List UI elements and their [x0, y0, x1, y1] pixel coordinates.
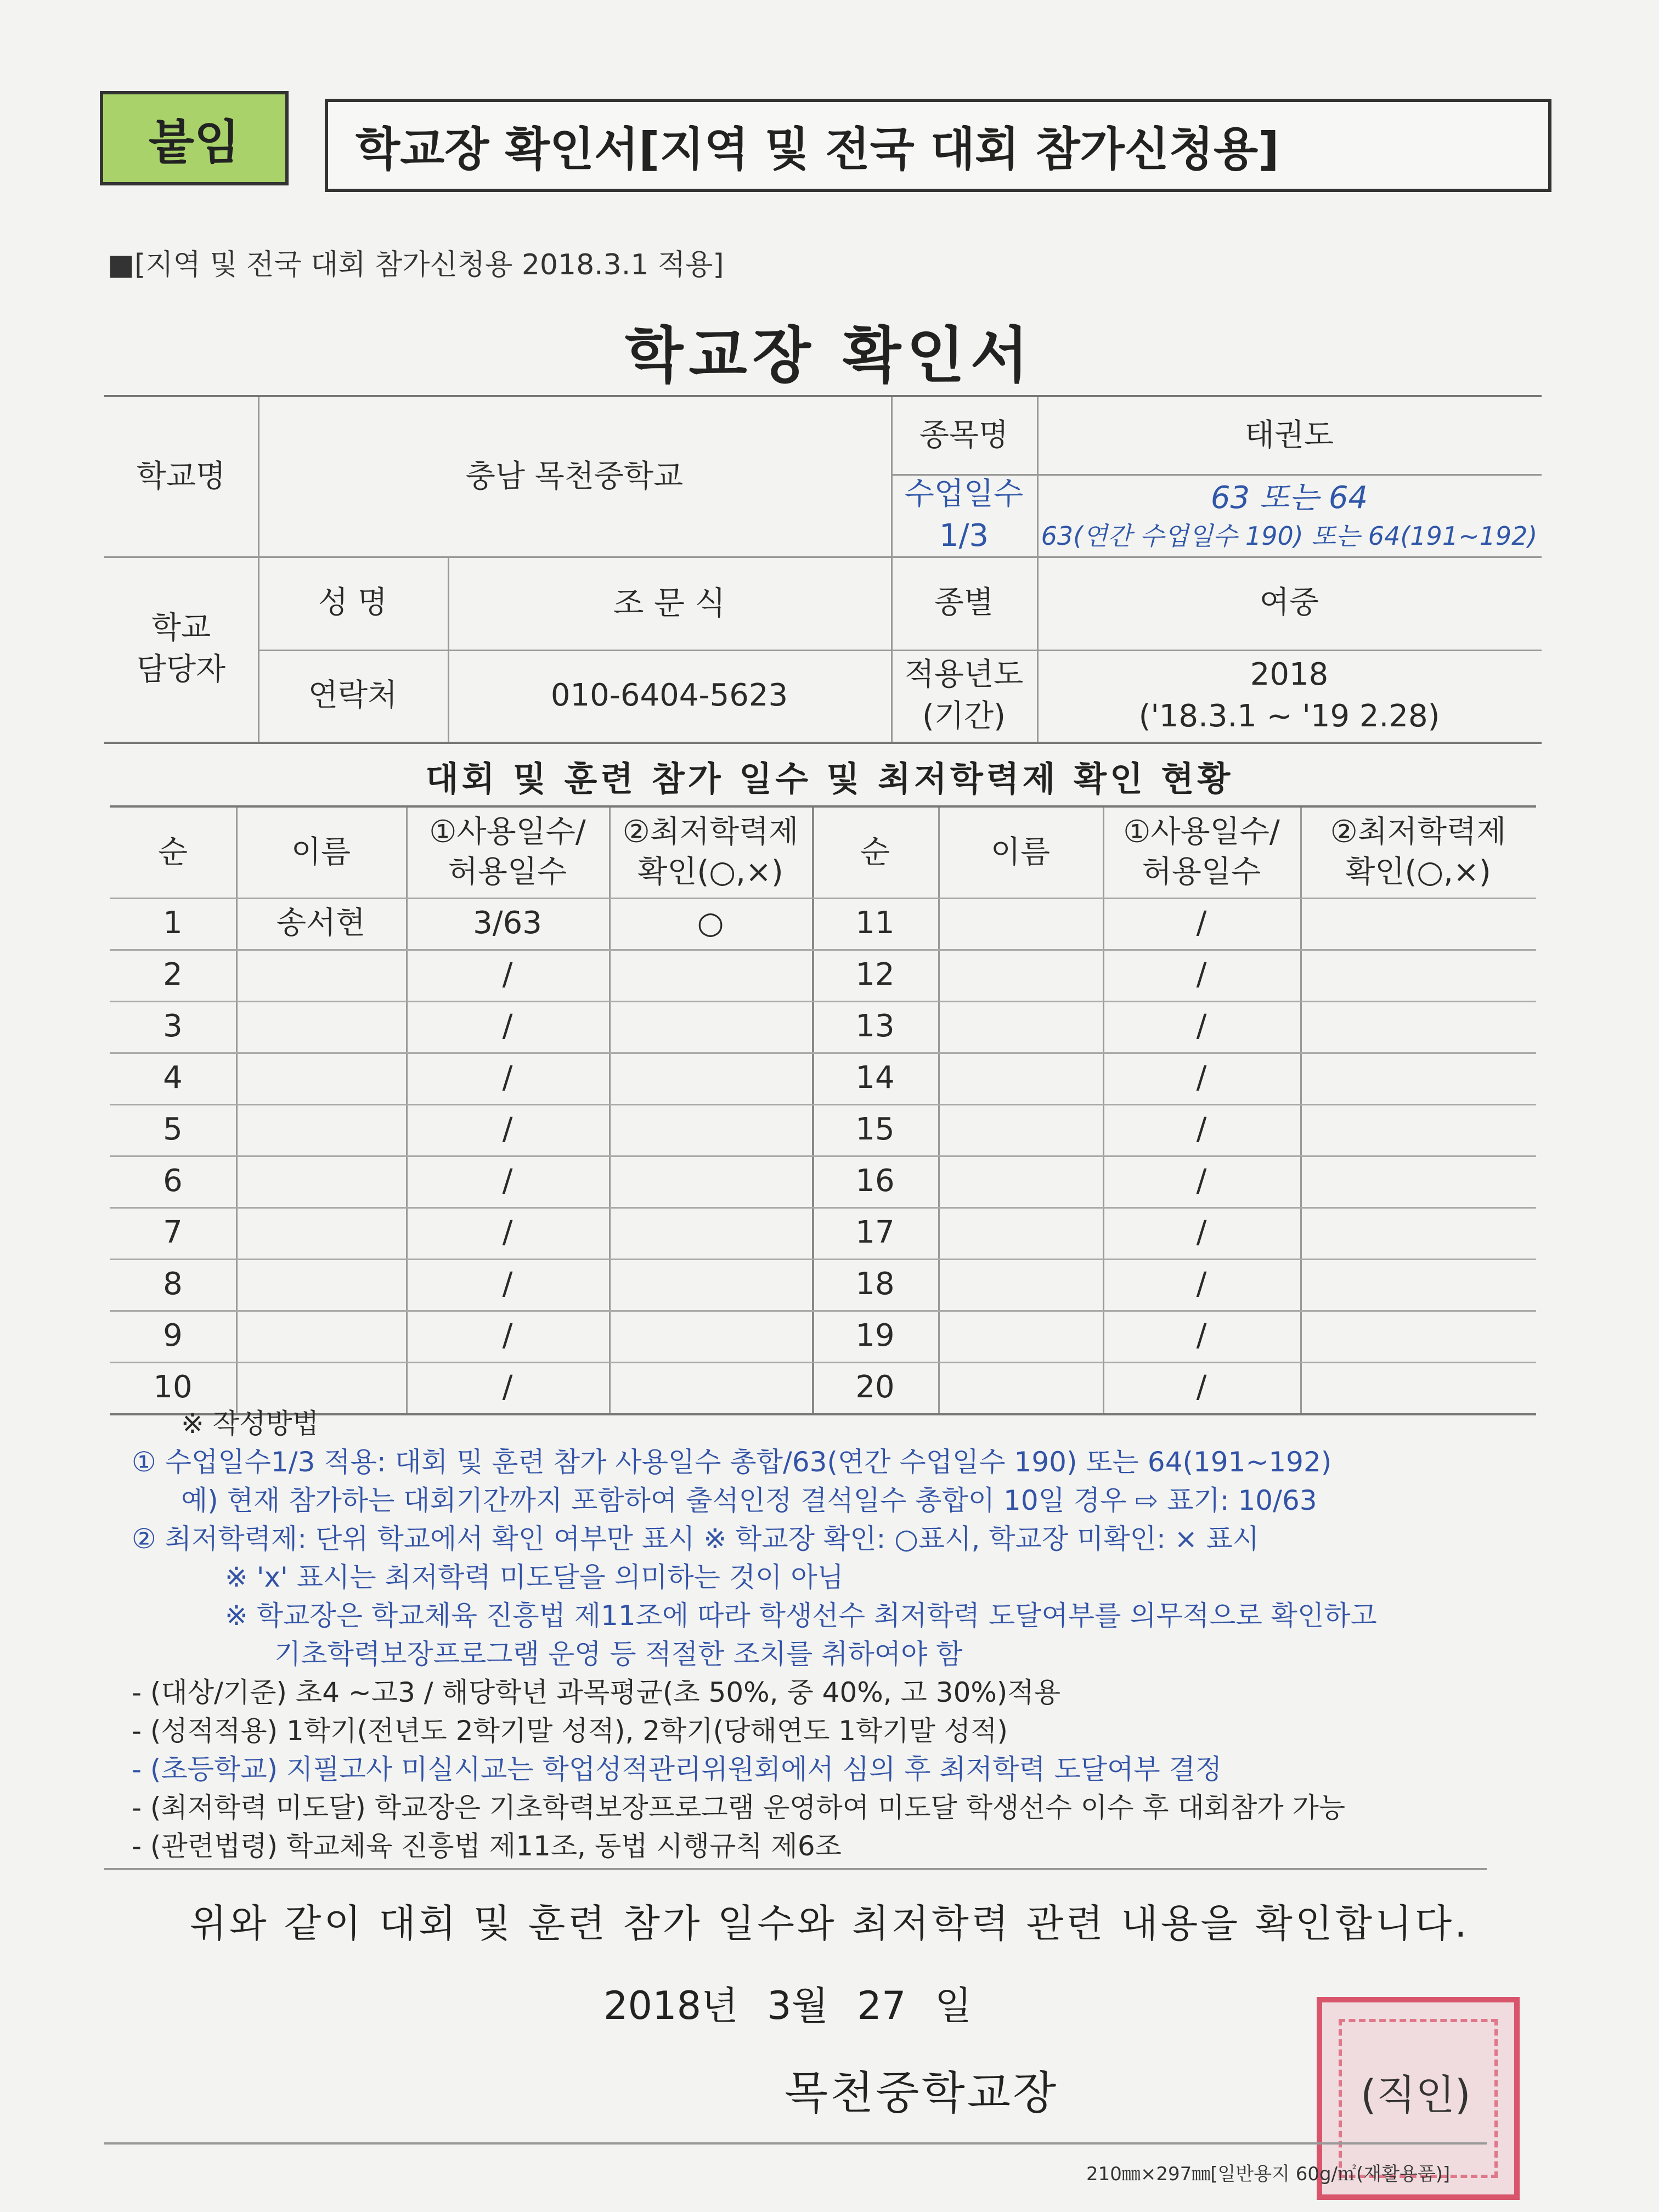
roster-cell-name	[938, 1259, 1103, 1310]
roster-cell-name	[938, 1001, 1103, 1052]
year-value-line2: ('18.3.1 ~ '19 2.28)	[1138, 698, 1440, 734]
column-header-line: 허용일수	[448, 854, 567, 890]
principal-title: 목천중학교장	[785, 2067, 1059, 2119]
roster-cell-name: 송서현	[276, 905, 366, 941]
roster-cell-no: 11	[855, 905, 895, 941]
roster-cell-no: 9	[163, 1317, 183, 1353]
column-header-days	[406, 808, 609, 898]
column-header-no: 순	[157, 834, 188, 870]
roster-cell-check	[609, 949, 812, 1001]
roster-cell-name	[938, 898, 1103, 949]
column-header-check	[609, 808, 812, 898]
roster-cell-name	[236, 1001, 406, 1052]
roster-cell-days: /	[1196, 1111, 1207, 1147]
manager-label-line2: 담당자	[136, 652, 226, 687]
roster-cell-check	[1300, 1207, 1536, 1259]
instructions	[132, 1404, 1569, 1865]
attachment-tag: 붙임	[100, 91, 289, 185]
column-header-line: ①사용일수/	[429, 814, 586, 850]
page-title: 학교장 확인서	[625, 320, 1034, 391]
roster-cell-days: 3/63	[473, 905, 542, 941]
roster-cell-name	[236, 1207, 406, 1259]
roster-cell-check	[609, 1155, 812, 1207]
roster-cell-no: 6	[163, 1163, 183, 1199]
name-value: 조 문 식	[613, 584, 726, 622]
roster-cell-no: 7	[163, 1214, 183, 1250]
class-days-label-line1: 수업일수	[904, 476, 1024, 512]
roster-cell-no: 3	[163, 1008, 183, 1044]
roster-cell-days: /	[1196, 1369, 1207, 1405]
column-header-check	[1300, 808, 1536, 898]
roster-table	[110, 805, 1536, 1415]
roster-cell-check	[609, 1104, 812, 1155]
date: 2018년 3월 27 일	[603, 1983, 972, 2028]
roster-cell-name	[938, 1104, 1103, 1155]
roster-cell-days: /	[1196, 1163, 1207, 1199]
roster-cell-days: /	[502, 1008, 513, 1044]
roster-cell-name	[236, 949, 406, 1001]
roster-cell-days: /	[1196, 956, 1207, 992]
category-value: 여중	[1259, 585, 1319, 621]
roster-cell-check	[1300, 949, 1536, 1001]
roster-cell-no: 19	[855, 1317, 895, 1353]
roster-cell-no: 12	[855, 956, 895, 992]
roster-cell-no: 8	[163, 1266, 183, 1302]
note-line: ※ 'x' 표시는 최저학력 미도달을 의미하는 것이 아님	[225, 1561, 844, 1593]
roster-cell-name	[236, 1310, 406, 1362]
note-line: 예) 현재 참가하는 대회기간까지 포함하여 출석인정 결석일수 총합이 10일 경우 ⇨ 표기: 10/63	[181, 1485, 1317, 1516]
roster-cell-name	[938, 1310, 1103, 1362]
school-value: 충남 목천중학교	[465, 459, 684, 495]
roster-cell-no: 16	[855, 1163, 895, 1199]
roster-cell-no: 2	[163, 956, 183, 992]
roster-cell-days: /	[502, 1214, 513, 1250]
roster-cell-check	[609, 1310, 812, 1362]
year-value	[1037, 650, 1542, 742]
event-value: 태권도	[1244, 417, 1334, 454]
roster-cell-days: /	[1196, 905, 1207, 941]
class-days-value-line1: 63 또는 64	[1210, 480, 1368, 516]
roster-cell-days: /	[502, 956, 513, 992]
divider	[104, 2142, 1487, 2145]
class-days-label-line2: 1/3	[939, 518, 989, 554]
roster-cell-days: /	[1196, 1059, 1207, 1096]
roster-cell-days: /	[502, 1111, 513, 1147]
year-value-line1: 2018	[1250, 657, 1329, 693]
roster-cell-no: 20	[855, 1369, 895, 1405]
roster-cell-name	[938, 1207, 1103, 1259]
column-header-line: ②최저학력제	[1330, 814, 1506, 850]
roster-cell-check	[1300, 1104, 1536, 1155]
note-line: ① 수업일수1/3 적용: 대회 및 훈련 참가 사용일수 총합/63(연간 수업일수 190) 또는 64(191~192)	[132, 1446, 1332, 1478]
category-label: 종별	[934, 585, 994, 621]
paper-spec-note: 210㎜×297㎜[일반용지 60g/㎡(재활용품)]	[1086, 2163, 1451, 2185]
notes-heading: ※ 작성방법	[181, 1408, 319, 1440]
column-header-line: 확인(○,×)	[637, 854, 783, 890]
roster-cell-no: 13	[855, 1008, 895, 1044]
note-line: ② 최저학력제: 단위 학교에서 확인 여부만 표시 ※ 학교장 확인: ○표시, 학교장 미확인: × 표시	[132, 1523, 1260, 1555]
event-label: 종목명	[919, 417, 1009, 454]
note-line: - (관련법령) 학교체육 진흥법 제11조, 동법 시행규칙 제6조	[132, 1830, 842, 1862]
roster-cell-days: /	[1196, 1008, 1207, 1044]
roster-cell-check	[609, 1052, 812, 1104]
roster-cell-name	[236, 1259, 406, 1310]
roster-cell-no: 17	[855, 1214, 895, 1250]
roster-cell-no: 4	[163, 1059, 183, 1096]
roster-cell-no: 1	[163, 905, 183, 941]
contact-label: 연락처	[308, 678, 398, 714]
roster-cell-check	[1300, 898, 1536, 949]
roster-cell-check	[1300, 1259, 1536, 1310]
section-title: 대회 및 훈련 참가 일수 및 최저학력제 확인 현황	[425, 759, 1234, 799]
roster-cell-no: 15	[855, 1111, 895, 1147]
note-line: 기초학력보장프로그램 운영 등 적절한 조치를 취하여야 함	[274, 1638, 963, 1670]
year-label	[891, 650, 1037, 742]
manager-label	[104, 556, 258, 742]
roster-cell-days: /	[1196, 1266, 1207, 1302]
class-days-label	[891, 474, 1037, 556]
column-header-line: ①사용일수/	[1123, 814, 1280, 850]
school-label: 학교명	[136, 459, 226, 495]
roster-cell-name	[938, 1052, 1103, 1104]
note-line: - (초등학교) 지필고사 미실시교는 학업성적관리위원회에서 심의 후 최저학력 도달여부 결정	[132, 1753, 1222, 1785]
note-line: - (대상/기준) 초4 ~고3 / 해당학년 과목평균(초 50%, 중 40%, 고 30%)적용	[132, 1677, 1060, 1708]
roster-cell-check	[609, 1207, 812, 1259]
column-header-name: 이름	[291, 834, 351, 870]
roster-cell-days: /	[502, 1266, 513, 1302]
column-header-days	[1103, 808, 1300, 898]
roster-cell-check: ○	[697, 905, 724, 941]
roster-cell-name	[938, 949, 1103, 1001]
roster-cell-check	[1300, 1052, 1536, 1104]
applicability-note: ■[지역 및 전국 대회 참가신청용 2018.3.1 적용]	[108, 249, 724, 281]
roster-cell-check	[1300, 1001, 1536, 1052]
roster-cell-no: 14	[855, 1059, 895, 1096]
roster-cell-no: 5	[163, 1111, 183, 1147]
divider	[104, 1868, 1487, 1870]
roster-cell-days: /	[502, 1059, 513, 1096]
roster-cell-check	[1300, 1155, 1536, 1207]
roster-cell-name	[236, 1104, 406, 1155]
roster-cell-days: /	[1196, 1214, 1207, 1250]
note-line: - (최저학력 미도달) 학교장은 기초학력보장프로그램 운영하여 미도달 학생선수 이수 후 대회참가 가능	[132, 1792, 1346, 1824]
column-header-line: 확인(○,×)	[1345, 854, 1491, 890]
roster-cell-days: /	[1196, 1317, 1207, 1353]
name-label: 성 명	[318, 585, 387, 621]
year-label-line2: (기간)	[922, 698, 1006, 734]
info-table	[104, 395, 1542, 744]
column-header-no: 순	[860, 834, 890, 870]
column-header-line: 허용일수	[1142, 854, 1261, 890]
roster-cell-check	[1300, 1310, 1536, 1362]
roster-cell-days: /	[502, 1317, 513, 1353]
roster-cell-no: 18	[855, 1266, 895, 1302]
roster-cell-no: 10	[153, 1369, 193, 1405]
class-days-value	[1037, 474, 1542, 556]
document-title: 학교장 확인서[지역 및 전국 대회 참가신청용]	[325, 99, 1551, 192]
confirmation-statement: 위와 같이 대회 및 훈련 참가 일수와 최저학력 관련 내용을 확인합니다.	[189, 1901, 1470, 1946]
seal-label: (직인)	[1361, 2072, 1471, 2119]
column-header-name: 이름	[990, 834, 1051, 870]
class-days-value-line2: 63(연간 수업일수 190) 또는 64(191~192)	[1041, 521, 1538, 551]
roster-cell-days: /	[502, 1369, 513, 1405]
manager-label-line1: 학교	[151, 610, 211, 646]
roster-cell-days: /	[502, 1163, 513, 1199]
roster-cell-name	[236, 1052, 406, 1104]
note-line: ※ 학교장은 학교체육 진흥법 제11조에 따라 학생선수 최저학력 도달여부를 의무적으로 확인하고	[225, 1600, 1377, 1632]
roster-cell-name	[236, 1155, 406, 1207]
roster-cell-check	[609, 1001, 812, 1052]
roster-cell-name	[938, 1155, 1103, 1207]
contact-value: 010-6404-5623	[550, 678, 788, 714]
roster-cell-check	[609, 1259, 812, 1310]
year-label-line1: 적용년도	[904, 657, 1024, 693]
note-line: - (성적적용) 1학기(전년도 2학기말 성적), 2학기(당해연도 1학기말 성적)	[132, 1715, 1008, 1747]
column-header-line: ②최저학력제	[622, 814, 799, 850]
